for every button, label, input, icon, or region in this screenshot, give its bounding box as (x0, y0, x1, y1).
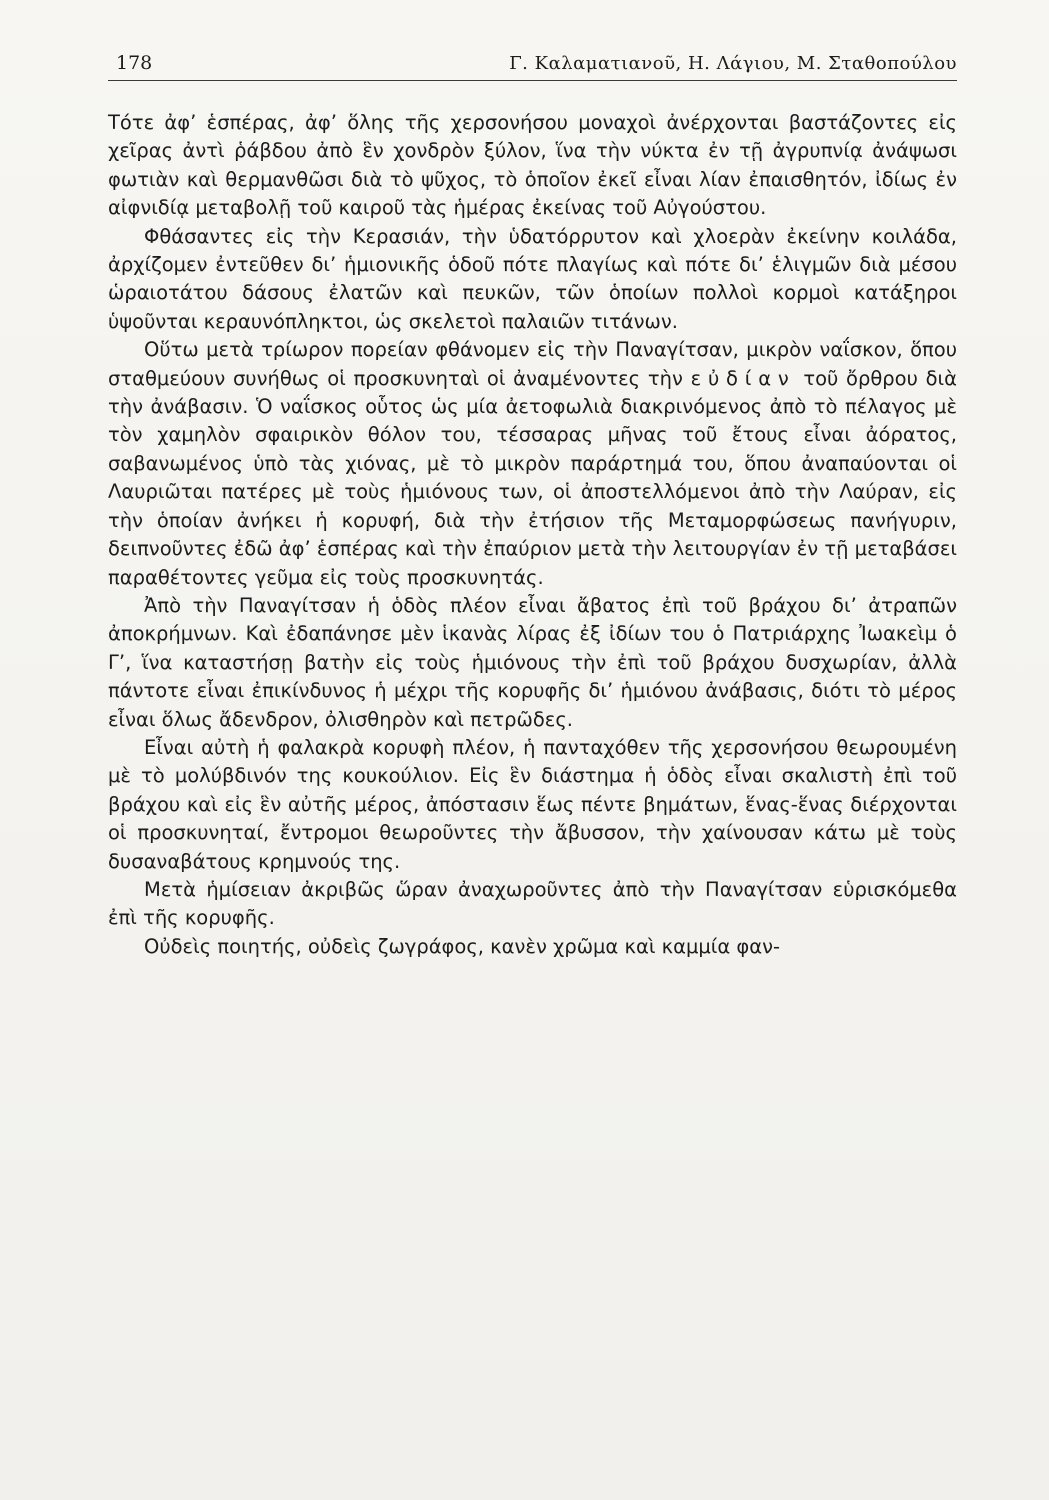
body-text (108, 109, 957, 961)
paragraph-3-part-1: Οὕτω μετὰ τρίωρον πορείαν φθάνομεν εἰς τὴν Παναγίτσαν, μικρὸν ναΐσκον, ὅπου σταθμεύουν συνήθως οἱ προσκυνηταὶ οἱ ἀναμένοντες τὴν (108, 338, 957, 390)
paragraph-5: Εἶναι αὐτὴ ἡ φαλακρὰ κορυφὴ πλέον, ἡ πανταχόθεν τῆς χερσονήσου θεωρουμένη μὲ τὸ μολύβδινόν της κουκούλιον. Εἰς ἓν διάστημα ἡ ὁδὸς εἶναι σκαλιστὴ ἐπὶ τοῦ βράχου καὶ εἰς ἓν αὐτῆς μέρος, ἀπόστασιν ἕως πέντε βημάτων, ἕνας-ἕνας διέρχονται οἱ προσκυνηταί, ἔντρομοι θεωροῦντες τὴν ἄβυσσον, τὴν χαίνουσαν κάτω μὲ τοὺς δυσαναβάτους κρημνούς της. (108, 735, 957, 873)
paragraph-1: Τότε ἀφ’ ἑσπέρας, ἀφ’ ὅλης τῆς χερσονήσου μοναχοὶ ἀνέρχονται βαστάζοντες εἰς χεῖρας ἀντὶ ῥάβδου ἀπὸ ἓν χονδρὸν ξύλον, ἵνα τὴν νύκτα ἐν τῇ ἀγρυπνίᾳ ἀνάψωσι φωτιὰν καὶ θερμανθῶσι διὰ τὸ ψῦχος, τὸ ὁποῖον ἐκεῖ εἶναι λίαν ἐπαισθητόν, ἰδίως ἐν αἰφνιδίᾳ μεταβολῇ τοῦ καιροῦ τὰς ἡμέρας ἐκείνας τοῦ Αὐγούστου. (108, 111, 957, 220)
page-number: 178 (116, 52, 153, 74)
running-head: Γ. Καλαματιανοῦ, Η. Λάγιου, Μ. Σταθοπούλου (509, 53, 957, 74)
paragraph-2: Φθάσαντες εἰς τὴν Κερασιάν, τὴν ὑδατόρρυτον καὶ χλοερὰν ἐκείνην κοιλάδα, ἀρχίζομεν ἐντεῦθεν δι’ ἡμιονικῆς ὁδοῦ πότε πλαγίως καὶ πότε δι’ ἑλιγμῶν διὰ μέσου ὡραιοτάτου δάσους ἐλατῶν καὶ πευκῶν, τῶν ὁποίων πολλοὶ κορμοὶ κατάξηροι ὑψοῦνται κεραυνόπληκτοι, ὡς σκελετοὶ παλαιῶν τιτάνων. (108, 224, 957, 333)
paragraph-6: Μετὰ ἡμίσειαν ἀκριβῶς ὥραν ἀναχωροῦντες ἀπὸ τὴν Παναγίτσαν εὑρισκόμεθα ἐπὶ τῆς κορυφῆς. (108, 877, 957, 930)
page-header (108, 44, 957, 81)
paragraph-3 (108, 336, 957, 592)
paragraph-4: Ἀπὸ τὴν Παναγίτσαν ἡ ὁδὸς πλέον εἶναι ἄβατος ἐπὶ τοῦ βράχου δι’ ἀτραπῶν ἀποκρήμνων. Καὶ ἐδαπάνησε μὲν ἱκανὰς λίρας ἐξ ἰδίων του ὁ Πατριάρχης Ἰωακεὶμ ὁ Γ’, ἵνα καταστήσῃ βατὴν εἰς τοὺς ἡμιόνους τὴν ἐπὶ τοῦ βράχου δυσχωρίαν, ἀλλὰ πάντοτε εἶναι ἐπικίνδυνος ἡ μέχρι τῆς κορυφῆς δι’ ἡμιόνου ἀνάβασις, διότι τὸ μέρος εἶναι ὅλως ἄδενδρον, ὀλισθηρὸν καὶ πετρῶδες. (108, 593, 957, 731)
paragraph-7: Οὐδεὶς ποιητής, οὐδεὶς ζωγράφος, κανὲν χρῶμα καὶ καμμία φαν- (144, 934, 781, 958)
paragraph-3-part-2: τοῦ ὄρθρου διὰ τὴν ἀνάβασιν. Ὁ ναΐσκος οὗτος ὡς μία ἀετοφωλιὰ διακρινόμενος ἀπὸ τὸ πέλαγος μὲ τὸν χαμηλὸν σφαιρικὸν θόλον του, τέσσαρας μῆνας τοῦ ἔτους εἶναι ἀόρατος, σαβανωμένος ὑπὸ τὰς χιόνας, μὲ τὸ μικρὸν παράρτημά του, ὅπου ἀναπαύονται οἱ Λαυριῶται πατέρες μὲ τοὺς ἡμιόνους των, οἱ ἀποστελλόμενοι ἀπὸ τὴν Λαύραν, εἰς τὴν ὁποίαν ἀνήκει ἡ κορυφή, διὰ τὴν ἐτήσιον τῆς Μεταμορφώσεως πανήγυριν, δειπνοῦντες ἐδῶ ἀφ’ ἑσπέρας καὶ τὴν ἐπαύριον μετὰ τὴν λειτουργίαν ἐν τῇ μεταβάσει παραθέτοντες γεῦμα εἰς τοὺς προσκυνητάς. (108, 366, 957, 589)
spaced-word: εὐδίαν (690, 366, 796, 390)
